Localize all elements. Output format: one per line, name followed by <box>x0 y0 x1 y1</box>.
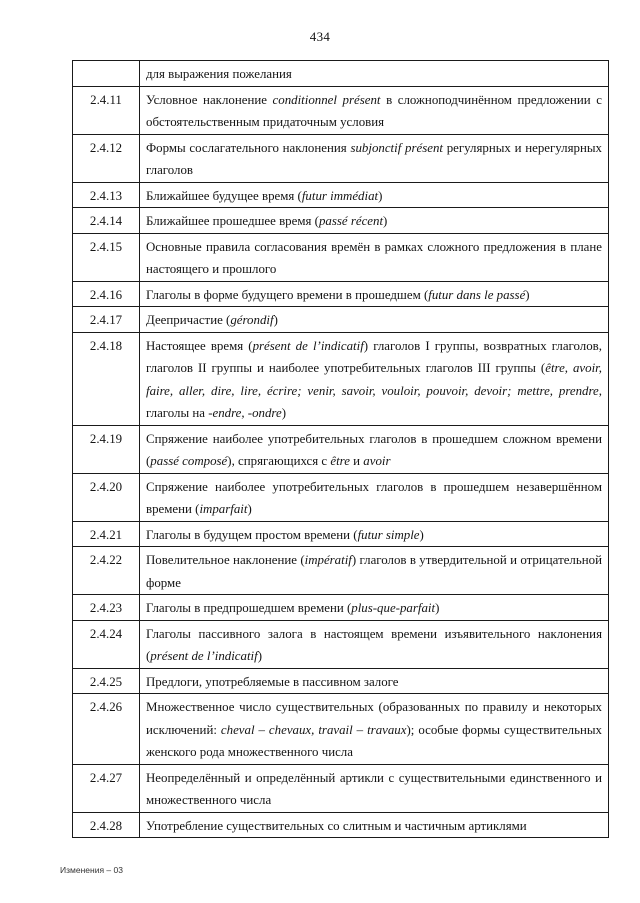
row-topic: Условное наклонение conditionnel présent в сложноподчинённом предложении с обстоятельственным придаточным условия <box>140 86 609 134</box>
row-number: 2.4.24 <box>73 620 140 668</box>
row-topic: Ближайшее будущее время (futur immédiat) <box>140 182 609 208</box>
row-number: 2.4.13 <box>73 182 140 208</box>
row-topic: Неопределённый и определённый артикли с существительными единственного и множественного числа <box>140 764 609 812</box>
row-number: 2.4.15 <box>73 233 140 281</box>
row-number: 2.4.19 <box>73 425 140 473</box>
row-topic: Деепричастие (gérondif) <box>140 307 609 333</box>
row-number: 2.4.11 <box>73 86 140 134</box>
row-number <box>73 61 140 87</box>
footer-revision: Изменения – 03 <box>60 865 123 875</box>
table-row <box>73 668 609 694</box>
row-topic: Глаголы пассивного залога в настоящем времени изъявительного наклонения (présent de l’indicatif) <box>140 620 609 668</box>
table-row <box>73 595 609 621</box>
table-row <box>73 61 609 87</box>
row-topic: Глаголы в форме будущего времени в прошедшем (futur dans le passé) <box>140 281 609 307</box>
row-number: 2.4.23 <box>73 595 140 621</box>
row-topic: Повелительное наклонение (impératif) глаголов в утвердительной и отрицательной форме <box>140 547 609 595</box>
table-row <box>73 521 609 547</box>
row-topic: для выражения пожелания <box>140 61 609 87</box>
row-number: 2.4.25 <box>73 668 140 694</box>
table-row <box>73 281 609 307</box>
topics-table <box>72 60 609 838</box>
row-number: 2.4.27 <box>73 764 140 812</box>
row-number: 2.4.20 <box>73 473 140 521</box>
row-number: 2.4.28 <box>73 812 140 838</box>
table-row <box>73 86 609 134</box>
row-topic: Настоящее время (présent de l’indicatif) глаголов I группы, возвратных глаголов, глаголов II группы и наиболее употребительных глаголов III группы (être, avoir, faire, aller, dire, lire, écrire; venir, savoir, vouloir, pouvoir, devoir; mettre, prendre, глаголы на -endre, -ondre) <box>140 332 609 425</box>
table-row <box>73 134 609 182</box>
table-row <box>73 473 609 521</box>
table-row <box>73 547 609 595</box>
row-number: 2.4.22 <box>73 547 140 595</box>
row-number: 2.4.17 <box>73 307 140 333</box>
row-topic: Глаголы в предпрошедшем времени (plus-que-parfait) <box>140 595 609 621</box>
table-row <box>73 764 609 812</box>
row-topic: Употребление существительных со слитным и частичным артиклями <box>140 812 609 838</box>
row-number: 2.4.26 <box>73 694 140 765</box>
page-number: 434 <box>309 29 331 44</box>
table-row <box>73 694 609 765</box>
row-topic: Спряжение наиболее употребительных глаголов в прошедшем незавершённом времени (imparfait) <box>140 473 609 521</box>
table-row <box>73 620 609 668</box>
table-row <box>73 425 609 473</box>
row-topic: Основные правила согласования времён в рамках сложного предложения в плане настоящего и прошлого <box>140 233 609 281</box>
row-number: 2.4.21 <box>73 521 140 547</box>
table-row <box>73 233 609 281</box>
table-row <box>73 208 609 234</box>
row-topic: Формы сослагательного наклонения subjonctif présent регулярных и нерегулярных глаголов <box>140 134 609 182</box>
row-number: 2.4.14 <box>73 208 140 234</box>
table-row <box>73 182 609 208</box>
table-row <box>73 812 609 838</box>
row-topic: Множественное число существительных (образованных по правилу и некоторых исключений: cheval – chevaux, travail – travaux); особые формы существительных женского рода множественного числа <box>140 694 609 765</box>
row-topic: Ближайшее прошедшее время (passé récent) <box>140 208 609 234</box>
row-number: 2.4.16 <box>73 281 140 307</box>
row-topic: Предлоги, употребляемые в пассивном залоге <box>140 668 609 694</box>
row-number: 2.4.12 <box>73 134 140 182</box>
row-number: 2.4.18 <box>73 332 140 425</box>
row-topic: Глаголы в будущем простом времени (futur simple) <box>140 521 609 547</box>
table-row <box>73 307 609 333</box>
row-topic: Спряжение наиболее употребительных глаголов в прошедшем сложном времени (passé composé), спрягающихся с être и avoir <box>140 425 609 473</box>
topics-table-body <box>73 61 609 838</box>
table-row <box>73 332 609 425</box>
